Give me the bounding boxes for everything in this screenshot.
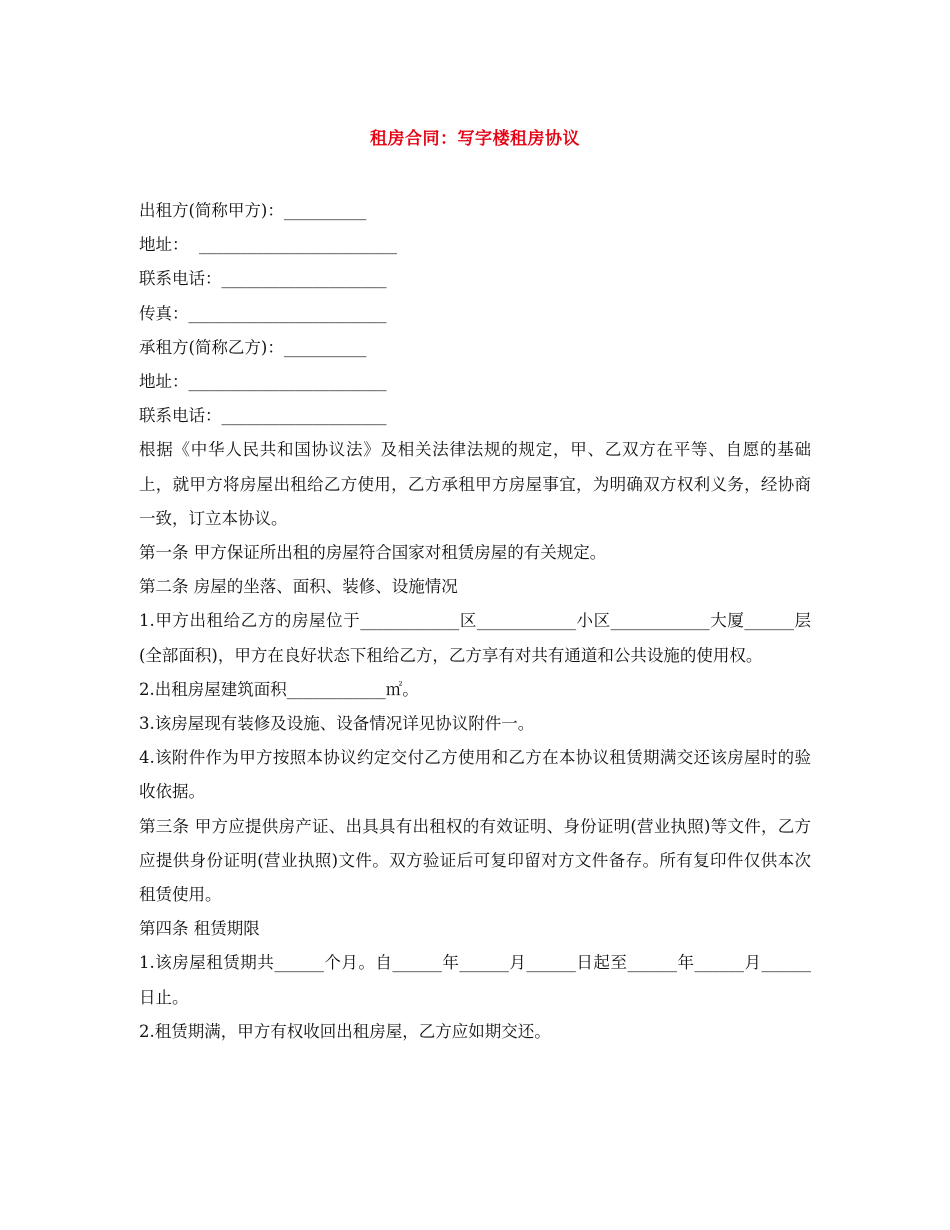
lessee-address-line: 地址：________________________ [139, 372, 387, 392]
preamble-paragraph: 根据《中华人民共和国协议法》及相关法律法规的规定，甲、乙双方在平等、自愿的基础上，就甲方将房屋出租给乙方使用，乙方承租甲方房屋事宜，为明确双方权利义务，经协商一致，订立本协议。 [139, 440, 811, 528]
article-2-clause-2: 2.出租房屋建筑面积____________㎡。 [139, 679, 419, 699]
lessee-phone-line: 联系电话：____________________ [139, 406, 387, 426]
article-2-clause-1: 1.甲方出租给乙方的房屋位于____________区____________小区____________大厦______层(全部面积)，甲方在良好状态下租给乙方，乙方享有对共有通道和公共设施的使用权。 [139, 611, 811, 665]
lessee-name-line: 承租方(简称乙方)：__________ [139, 337, 367, 357]
article-2-heading: 第二条 房屋的坐落、面积、装修、设施情况 [139, 577, 458, 597]
article-4-heading: 第四条 租赁期限 [139, 919, 260, 939]
lessor-name-line: 出租方(简称甲方)：__________ [139, 201, 367, 220]
document-title: 租房合同：写字楼租房协议 [370, 129, 580, 149]
article-4-clause-2: 2.租赁期满，甲方有权收回出租房屋，乙方应如期交还。 [139, 1021, 551, 1041]
lessor-address-line: 地址： ________________________ [139, 235, 397, 255]
article-2-clause-4: 4.该附件作为甲方按照本协议约定交付乙方使用和乙方在本协议租赁期满交还该房屋时的验收依据。 [139, 748, 811, 802]
lessor-phone-line: 联系电话：____________________ [139, 269, 387, 289]
lessor-fax-line: 传真：________________________ [139, 303, 387, 323]
article-4-clause-1: 1.该房屋租赁期共______个月。自______年______月______日起至______年______月______日止。 [139, 953, 811, 1007]
article-1: 第一条 甲方保证所出租的房屋符合国家对租赁房屋的有关规定。 [139, 543, 607, 563]
article-2-clause-3: 3.该房屋现有装修及设施、设备情况详见协议附件一。 [139, 714, 535, 734]
document-body [139, 194, 811, 1049]
article-3: 第三条 甲方应提供房产证、出具具有出租权的有效证明、身份证明(营业执照)等文件，乙方应提供身份证明(营业执照)文件。双方验证后可复印留对方文件备存。所有复印件仅供本次租赁使用。 [139, 816, 811, 905]
